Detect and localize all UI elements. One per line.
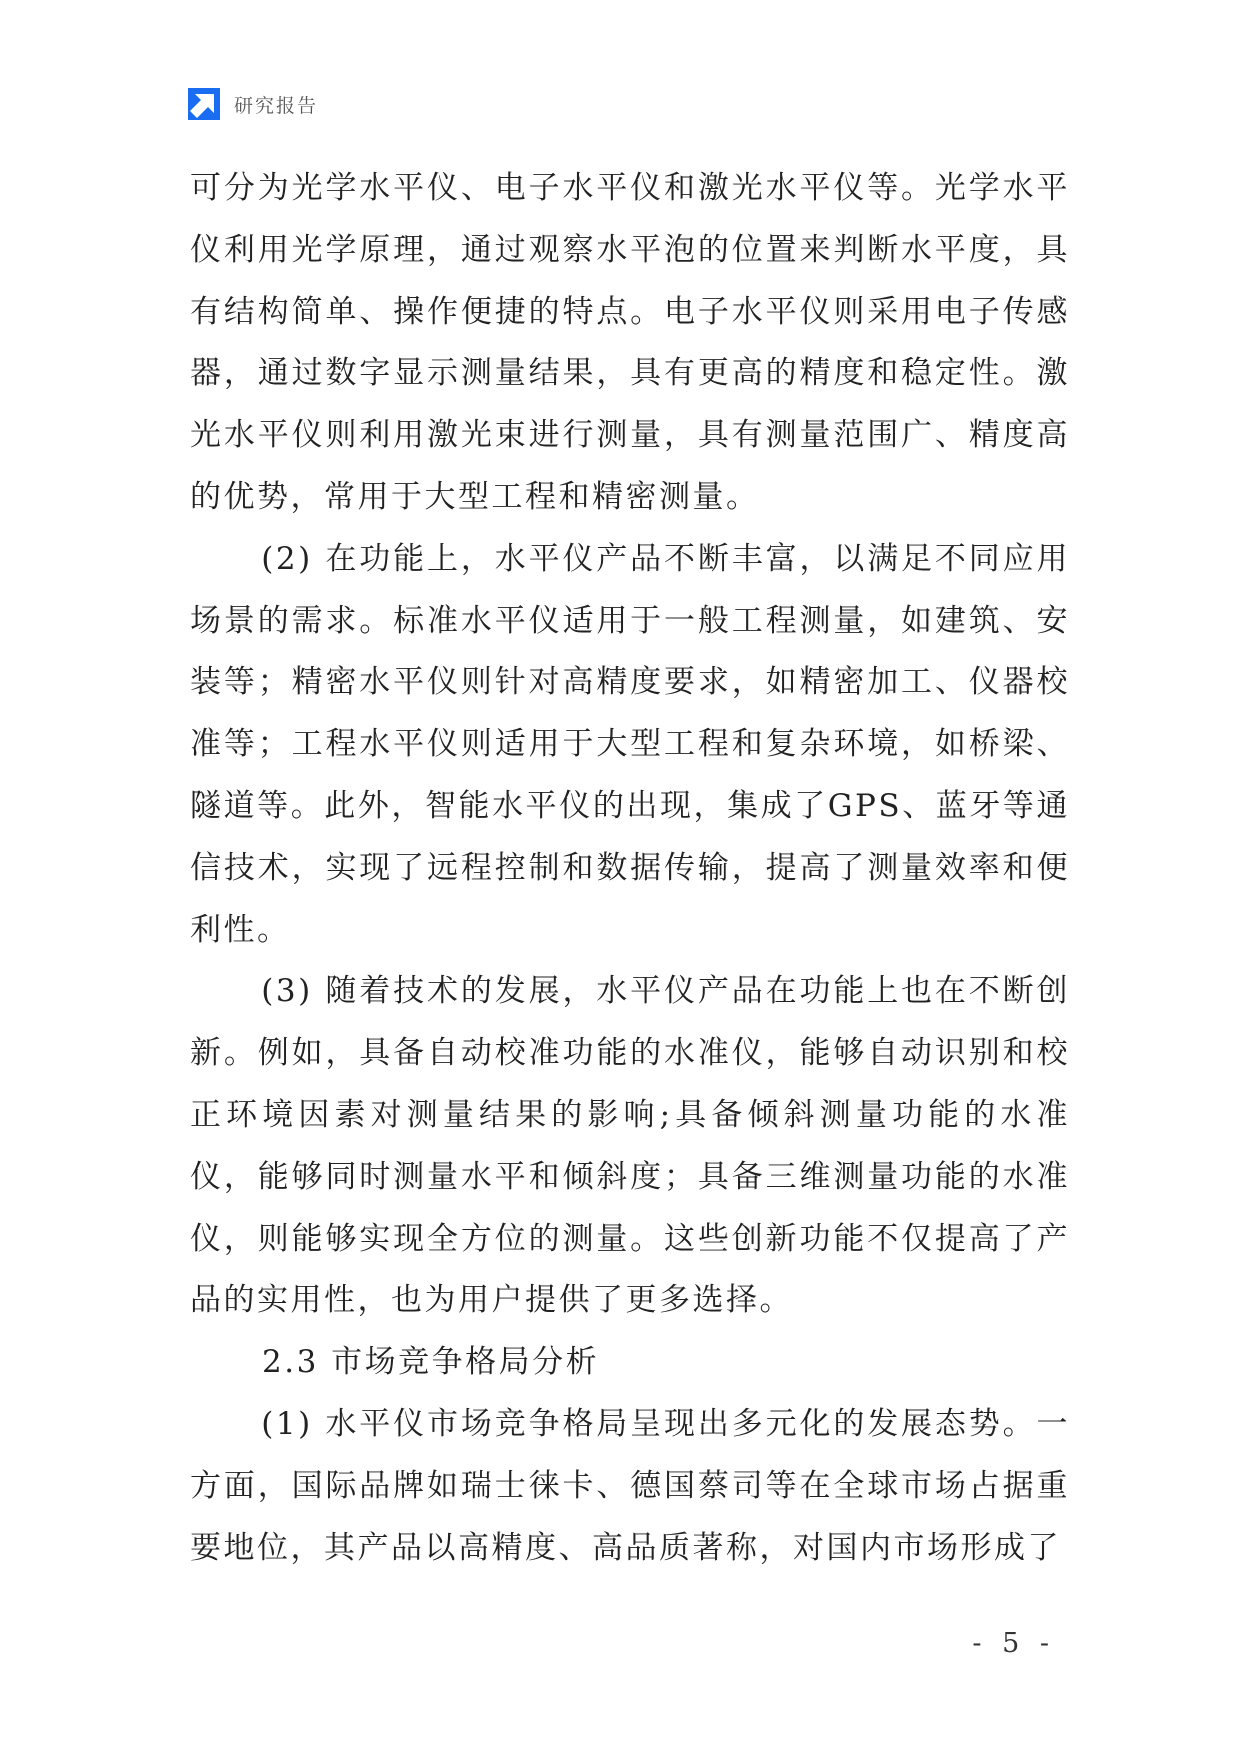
page-number: - 5 - [972,1628,1055,1659]
paragraph-3: (3) 随着技术的发展，水平仪产品在功能上也在不断创新。例如，具备自动校准功能的水准仪，能够自动识别和校正环境因素对测量结果的影响;具备倾斜测量功能的水准仪，能够同时测量水平和倾斜度；具备三维测量功能的水准仪，则能够实现全方位的测量。这些创新功能不仅提高了产品的实用性，也为用户提供了更多选择。 [190,973,1070,1319]
paragraph-2: (2) 在功能上，水平仪产品不断丰富，以满足不同应用场景的需求。标准水平仪适用于一般工程测量，如建筑、安装等；精密水平仪则针对高精度要求，如精密加工、仪器校准等；工程水平仪则适用于大型工程和复杂环境，如桥梁、隧道等。此外，智能水平仪的出现，集成了GPS、蓝牙等通信技术，实现了远程控制和数据传输，提高了测量效率和便利性。 [190,540,1070,948]
arrow-up-right-icon [188,88,220,120]
paragraph-section-1: (1) 水平仪市场竞争格局呈现出多元化的发展态势。一方面，国际品牌如瑞士徕卡、德国蔡司等在全球市场占据重要地位，其产品以高精度、高品质著称，对国内市场形成了 [190,1405,1070,1566]
header-title: 研究报告 [234,94,319,117]
paragraph-continued: 可分为光学水平仪、电子水平仪和激光水平仪等。光学水平仪利用光学原理，通过观察水平泡的位置来判断水平度，具有结构简单、操作便捷的特点。电子水平仪则采用电子传感器，通过数字显示测量结果，具有更高的精度和稳定性。激光水平仪则利用激光束进行测量，具有测量范围广、精度高的优势，常用于大型工程和精密测量。 [190,170,1070,515]
report-header [188,88,318,120]
section-heading: 2.3 市场竞争格局分析 [262,1344,600,1381]
document-body [190,158,1070,1579]
